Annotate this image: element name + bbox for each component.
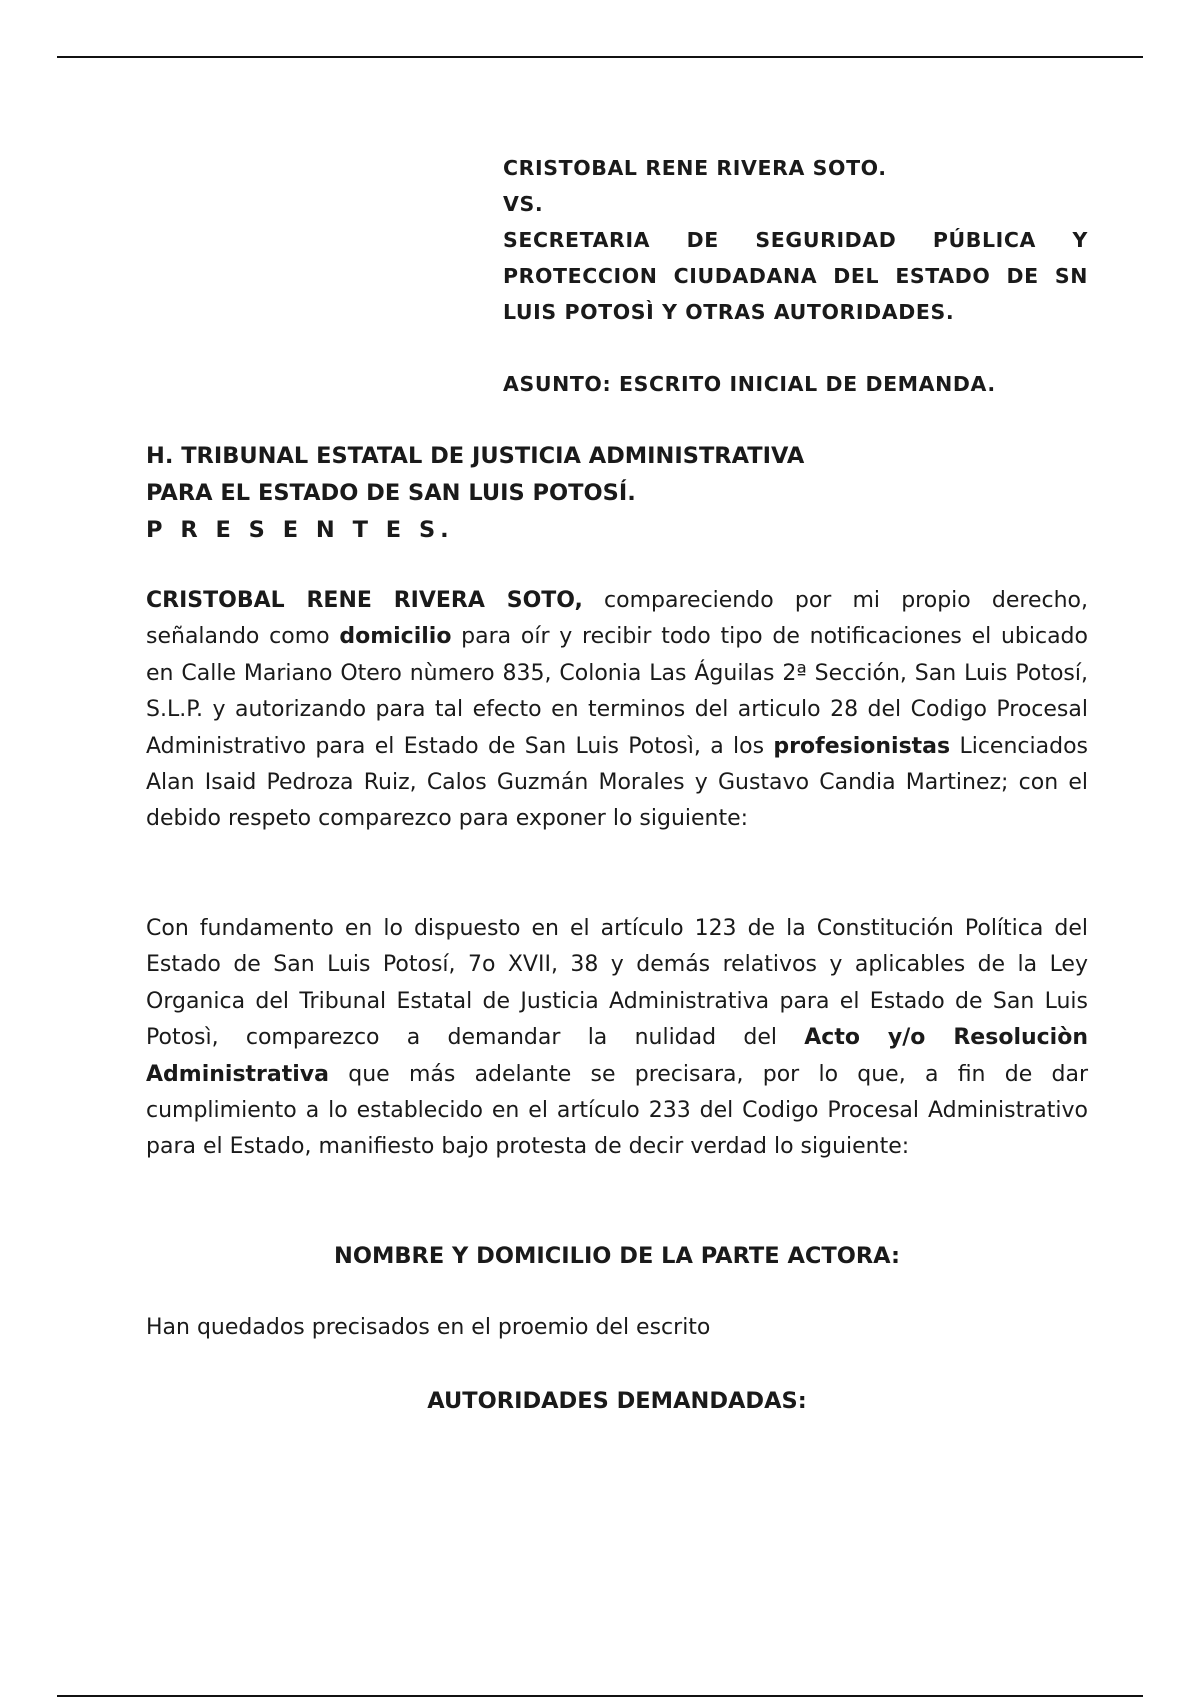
intro-text-b: para oír y recibir todo tipo de notificaciones el ubicado en Calle Mariano Otero nùmero 835, Colonia Las Águilas 2ª Sección, San Luis Potosí, S.L.P. y autorizando para tal efecto en terminos del articulo 28 del Codigo Procesal Administrativo para el Estado de San Luis Potosì, a los xyxy=(146,624,1088,759)
section-title-autoridades: AUTORIDADES DEMANDADAS: xyxy=(427,1388,807,1414)
bottom-rule xyxy=(57,1695,1143,1697)
domicilio-bold: domicilio xyxy=(339,624,452,650)
plaintiff-name: CRISTOBAL RENE RIVERA SOTO. xyxy=(503,156,887,180)
section-title-parte-actora: NOMBRE Y DOMICILIO DE LA PARTE ACTORA: xyxy=(334,1243,900,1269)
plaintiff-bold-name: CRISTOBAL RENE RIVERA SOTO, xyxy=(146,588,583,613)
defendant-line-2: PROTECCION CIUDADANA DEL ESTADO DE SN xyxy=(503,264,1088,288)
basis-paragraph xyxy=(146,911,1088,1166)
basis-text-b: que más adelante se precisara, por lo que, a fin de dar cumplimiento a lo establecido en el artículo 233 del Codigo Procesal Administrativo para el Estado, manifiesto bajo protesta de decir verdad lo siguiente: xyxy=(146,1061,1088,1160)
intro-text-a: compareciendo por mi propio derecho, señalando como xyxy=(146,588,1088,650)
addressee-line-1: H. TRIBUNAL ESTATAL DE JUSTICIA ADMINISTRATIVA xyxy=(146,443,805,469)
intro-paragraph xyxy=(146,583,1088,838)
addressee-line-2: PARA EL ESTADO DE SAN LUIS POTOSÍ. xyxy=(146,480,636,506)
intro-text-c: Licenciados Alan Isaid Pedroza Ruiz, Calos Guzmán Morales y Gustavo Candia Martinez; con el debido respeto comparezco para exponer lo siguiente: xyxy=(146,733,1088,832)
versus-label: VS. xyxy=(503,192,544,216)
top-rule xyxy=(57,56,1143,58)
acto-bold: Acto y/o Resoluciòn Administrativa xyxy=(146,1025,1088,1087)
basis-text-a: Con fundamento en lo dispuesto en el artículo 123 de la Constitución Política del Estado de San Luis Potosí, 7o XVII, 38 y demás relativos y aplicables de la Ley Organica del Tribunal Estatal de Justicia Administrativa para el Estado de San Luis Potosì, comparezco a demandar la nulidad del xyxy=(146,916,1088,1051)
section-body-parte-actora: Han quedados precisados en el proemio del escrito xyxy=(146,1315,711,1340)
defendant-line-1: SECRETARIA DE SEGURIDAD PÚBLICA Y xyxy=(503,228,1088,252)
subject-line: ASUNTO: ESCRITO INICIAL DE DEMANDA. xyxy=(503,372,996,396)
addressee-line-3: P R E S E N T E S. xyxy=(146,517,454,543)
profesionistas-bold: profesionistas xyxy=(773,733,951,759)
defendant-line-3: LUIS POTOSÌ Y OTRAS AUTORIDADES. xyxy=(503,300,955,324)
addressee-block xyxy=(146,438,1096,549)
case-header xyxy=(503,150,1088,402)
